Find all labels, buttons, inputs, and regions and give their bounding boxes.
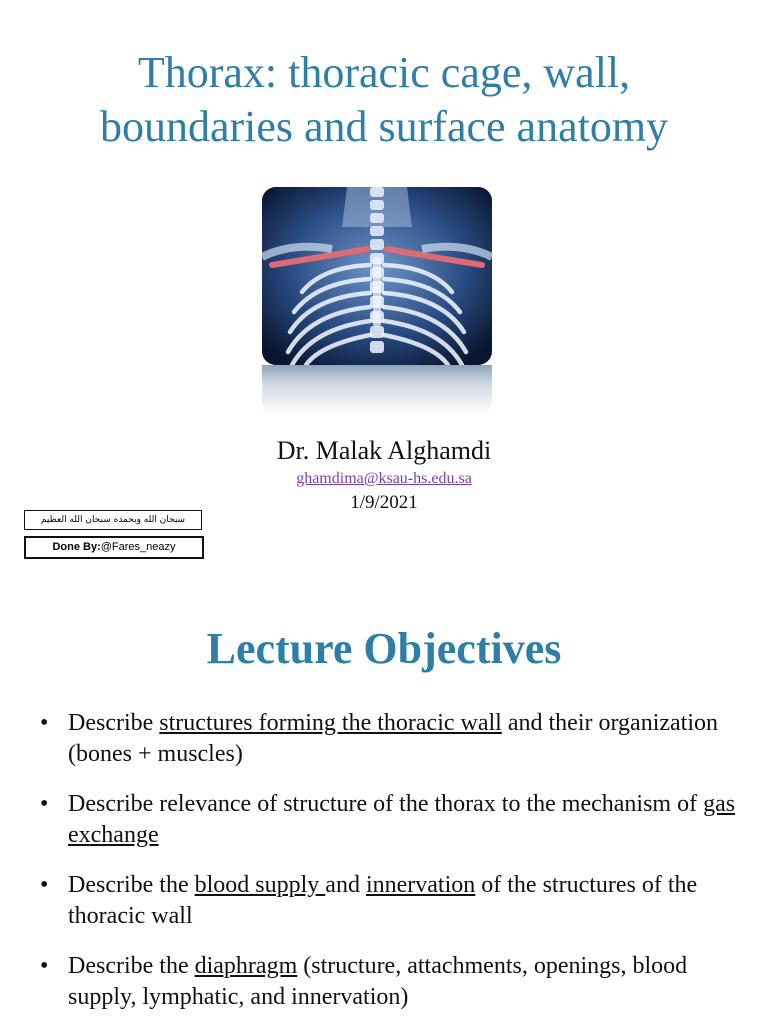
objective-underlined: blood supply (194, 872, 326, 898)
thorax-xray-image (262, 187, 492, 365)
list-item (40, 870, 740, 932)
bullet-icon: • (40, 953, 49, 979)
objectives-list (40, 708, 740, 1032)
objective-text: Describe (68, 710, 160, 736)
objective-text: (structure, attachments, openings, blood supply, lymphatic, and innervation) (68, 953, 688, 1010)
done-by-label: Done By: (52, 541, 101, 553)
objective-text: and (325, 872, 366, 898)
title-line-1: Thorax: thoracic cage, wall, (137, 48, 631, 97)
slide-title (0, 46, 768, 154)
lecture-date: 1/9/2021 (350, 492, 418, 513)
objective-underlined: structures forming the thoracic wall (159, 710, 502, 736)
bullet-icon: • (40, 872, 49, 898)
xray-reflection (262, 365, 492, 415)
objective-underlined: innervation (365, 872, 476, 898)
objective-text: of the structures of the thoracic wall (68, 872, 698, 929)
objective-text: and their organization (bones + muscles) (68, 710, 719, 767)
list-item (40, 789, 740, 851)
done-by-name: @Fares_neazy (100, 541, 176, 553)
done-by-box (24, 536, 204, 559)
dua-box: سبحان الله وبحمده سبحان الله العظيم (24, 510, 202, 530)
objective-text: Describe relevance of structure of the thorax to the mechanism of (68, 791, 704, 817)
author-email (0, 470, 768, 488)
objective-underlined: diaphragm (194, 953, 298, 979)
objectives-heading: Lecture Objectives (206, 624, 562, 673)
bullet-icon: • (40, 710, 49, 736)
list-item (40, 951, 740, 1013)
objective-underlined: gas exchange (68, 791, 736, 848)
author-email-link[interactable]: ghamdima@ksau-hs.edu.sa (296, 470, 472, 487)
bullet-icon: • (40, 791, 49, 817)
objective-text: Describe the (68, 872, 195, 898)
list-item (40, 708, 740, 770)
objective-text: Describe the (68, 953, 195, 979)
author-name: Dr. Malak Alghamdi (276, 436, 492, 465)
title-line-2: boundaries and surface anatomy (99, 102, 669, 151)
